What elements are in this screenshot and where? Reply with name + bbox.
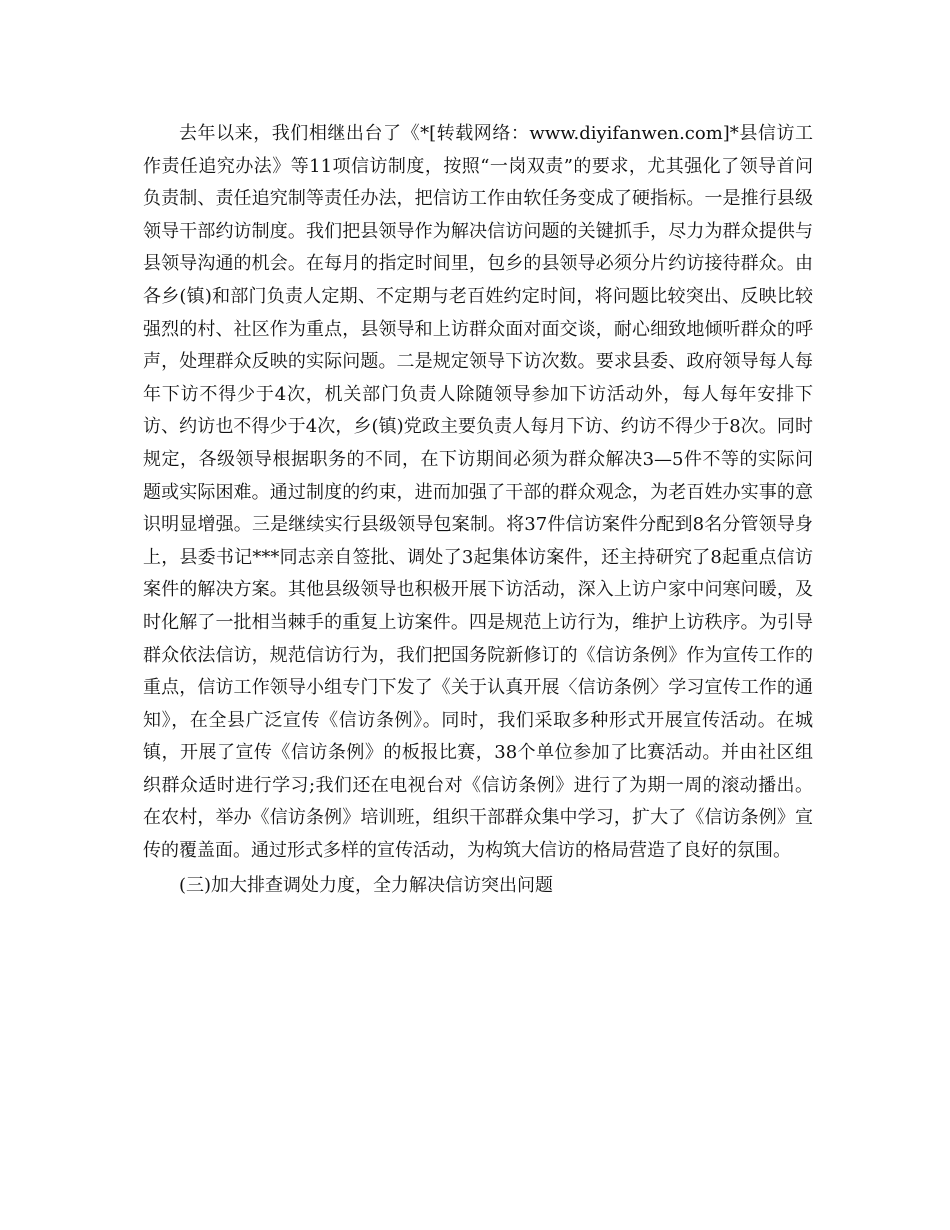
section-heading: (三)加大排查调处力度，全力解决信访突出问题: [179, 874, 554, 896]
document-body: [143, 118, 813, 902]
body-paragraph: 去年以来，我们相继出台了《*[转载网络：www.diyifanwen.com]*县信访工作责任追究办法》等11项信访制度，按照“一岗双责”的要求，尤其强化了领导首问负责制、责任追究制等责任办法，把信访工作由软任务变成了硬指标。一是推行县级领导干部约访制度。我们把县领导作为解决信访问题的关键抓手，尽力为群众提供与县领导沟通的机会。在每月的指定时间里，包乡的县领导必须分片约访接待群众。由各乡(镇)和部门负责人定期、不定期与老百姓约定时间，将问题比较突出、反映比较强烈的村、社区作为重点，县领导和上访群众面对面交谈，耐心细致地倾听群众的呼声，处理群众反映的实际问题。二是规定领导下访次数。要求县委、政府领导每人每年下访不得少于4次，机关部门负责人除随领导参加下访活动外，每人每年安排下访、约访也不得少于4次，乡(镇)党政主要负责人每月下访、约访不得少于8次。同时规定，各级领导根据职务的不同，在下访期间必须为群众解决3—5件不等的实际问题或实际困难。通过制度的约束，进而加强了干部的群众观念，为老百姓办实事的意识明显增强。三是继续实行县级领导包案制。将37件信访案件分配到8名分管领导身上，县委书记***同志亲自签批、调处了3起集体访案件，还主持研究了8起重点信访案件的解决方案。其他县级领导也积极开展下访活动，深入上访户家中问寒问暖，及时化解了一批相当棘手的重复上访案件。四是规范上访行为，维护上访秩序。为引导群众依法信访，规范信访行为，我们把国务院新修订的《信访条例》作为宣传工作的重点，信访工作领导小组专门下发了《关于认真开展〈信访条例〉学习宣传工作的通知》，在全县广泛宣传《信访条例》。同时，我们采取多种形式开展宣传活动。在城镇，开展了宣传《信访条例》的板报比赛，38个单位参加了比赛活动。并由社区组织群众适时进行学习;我们还在电视台对《信访条例》进行了为期一周的滚动播出。在农村，举办《信访条例》培训班，组织干部群众集中学习，扩大了《信访条例》宣传的覆盖面。通过形式多样的宣传活动，为构筑大信访的格局营造了良好的氛围。: [143, 123, 813, 862]
